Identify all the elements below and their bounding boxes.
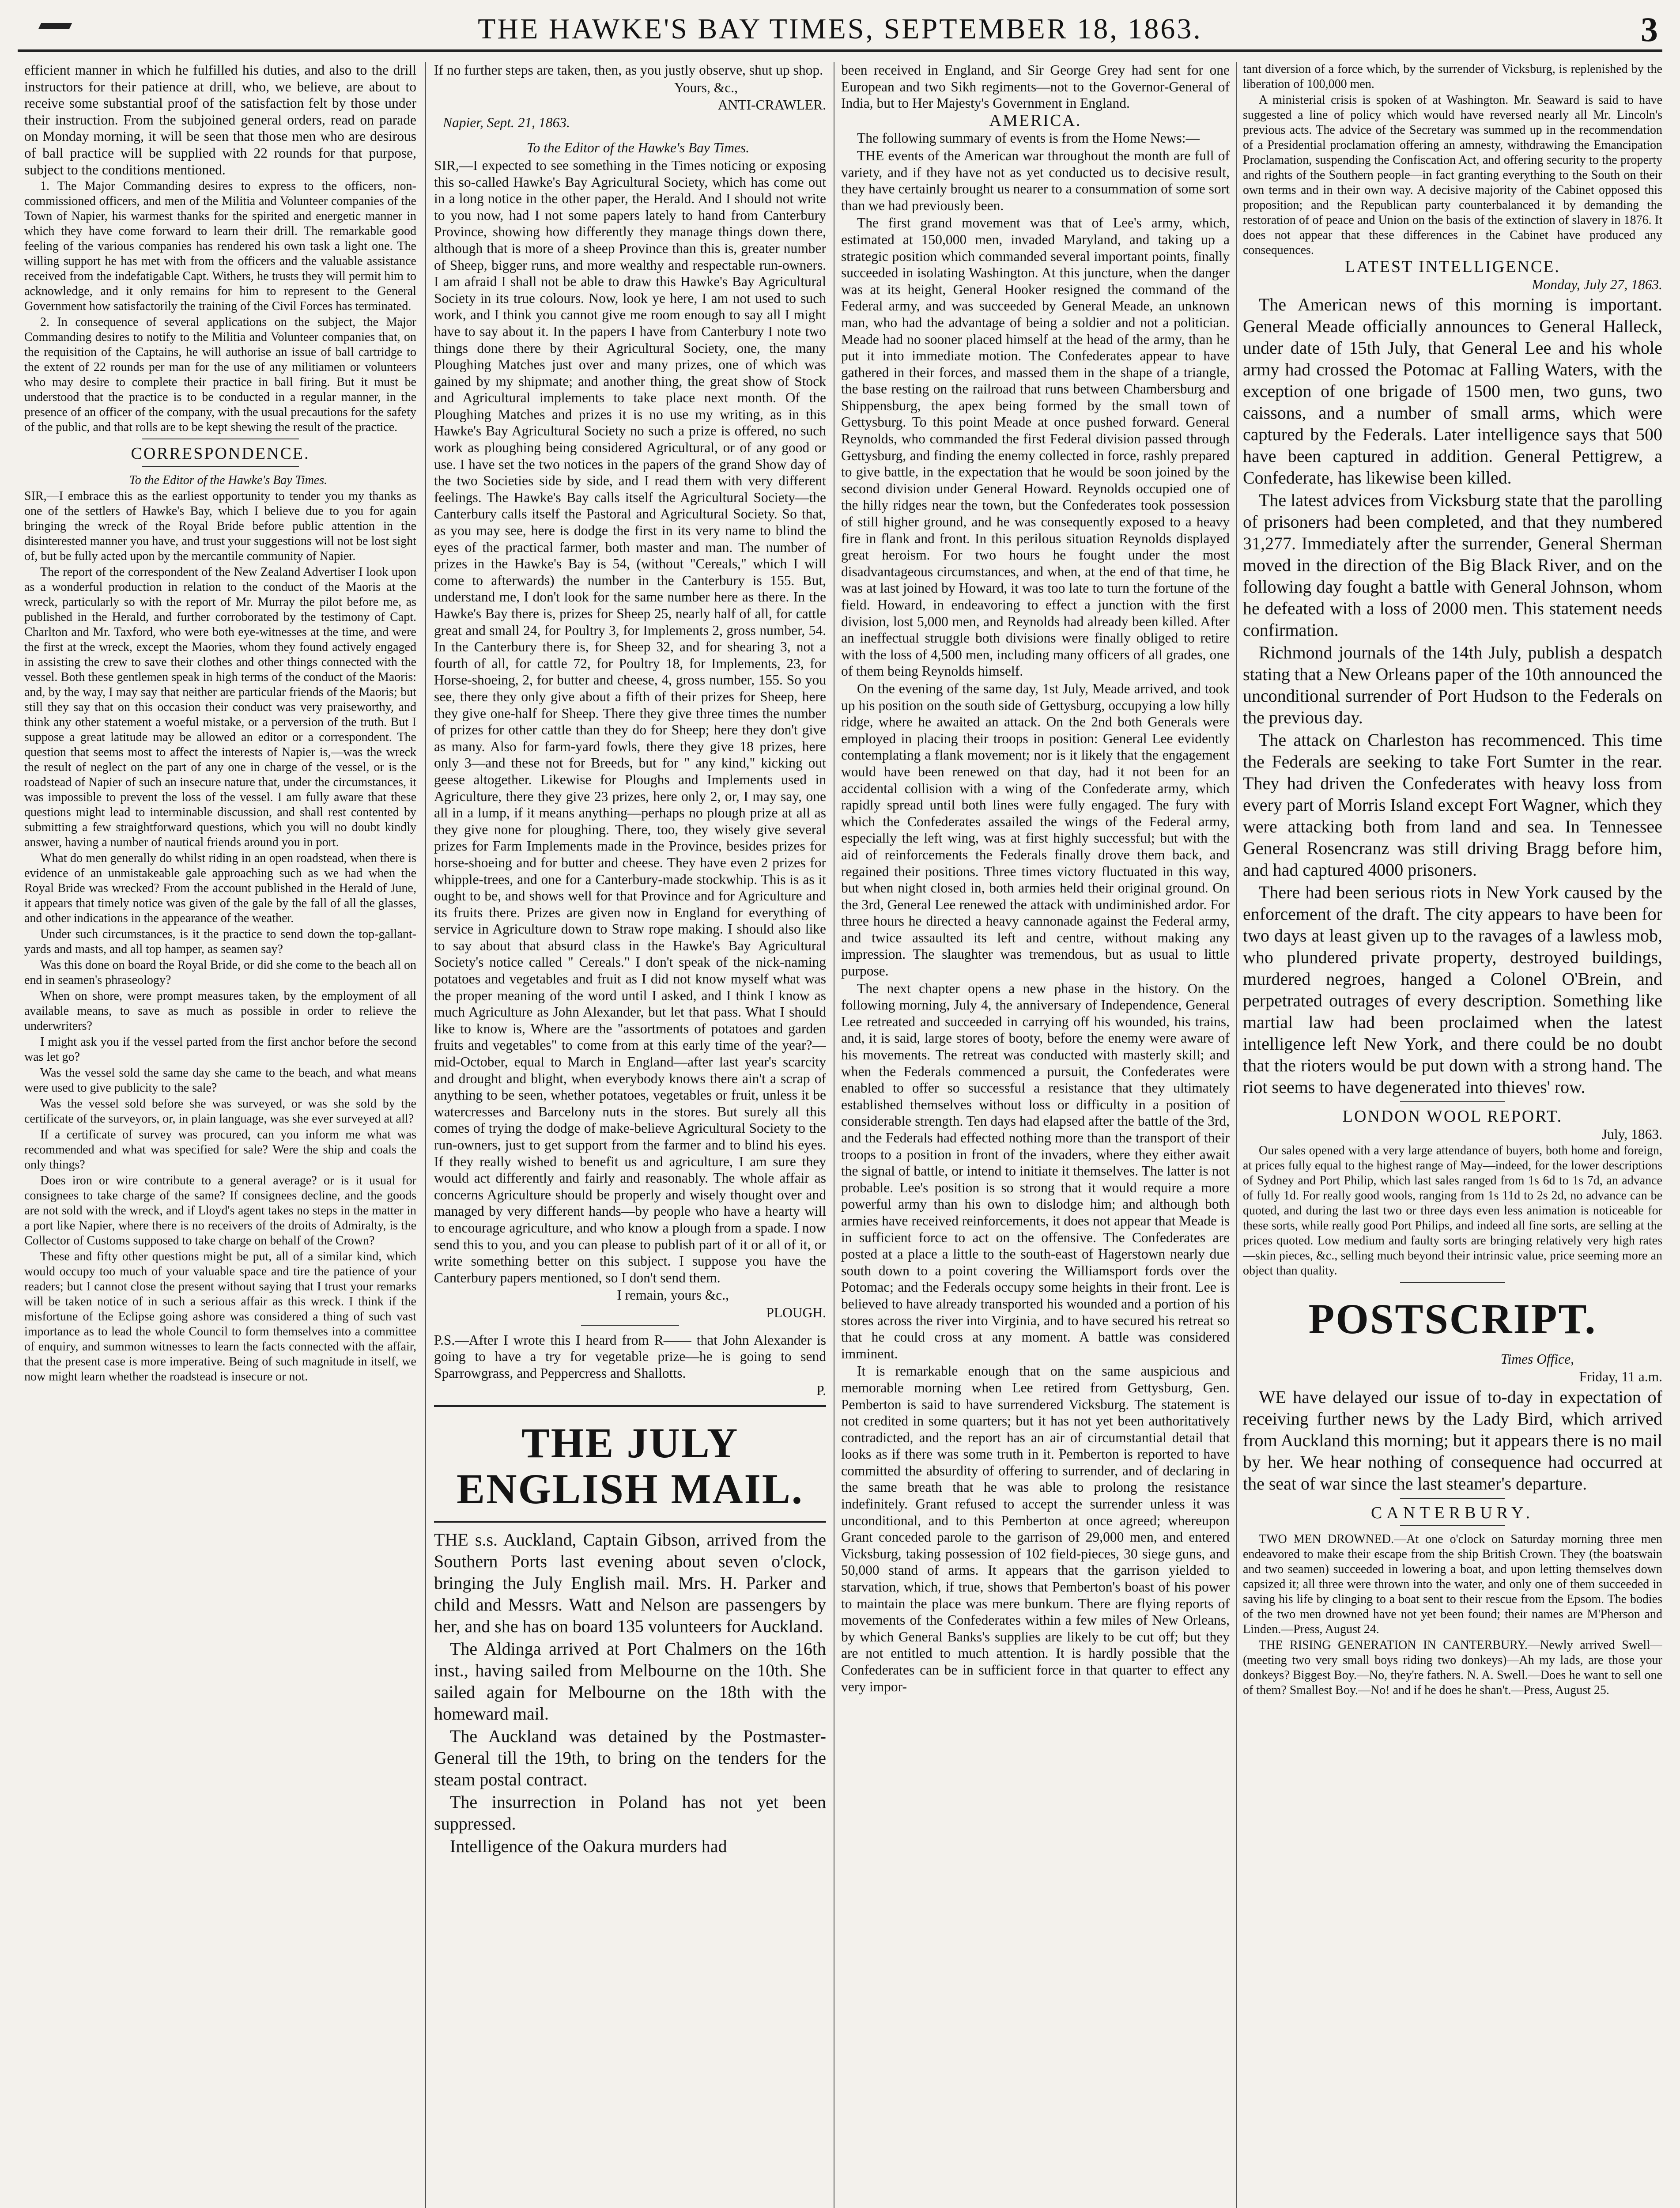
letter-paragraph: Does iron or wire contribute to a general average? or is it usual for consignees to take charge of the same? If consignees decline, and the goods are not sold with the wreck, and if Lloyd's agent takes no steps in the matter in a port like Napier, where there is no receivers of the droits of Admiralty, is the Collector of Customs supposed to take charge on behalf of the Crown? <box>24 1173 416 1248</box>
letter-place-date: Napier, Sept. 21, 1863. <box>443 114 570 130</box>
letter-paragraph: Was the vessel sold the same day she came to the beach, and what means were used to give publicity to the sale? <box>24 1066 416 1095</box>
article-paragraph: tant diversion of a force which, by the surrender of Vicksburg, is replenished by the liberation of 100,000 men. <box>1243 62 1662 91</box>
letter-paragraph: Was the vessel sold before she was surveyed, or was she sold by the certificate of the surveyors, or, in plain language, was she ever surveyed at all? <box>24 1096 416 1126</box>
divider <box>142 466 298 467</box>
article-paragraph: The first grand movement was that of Lee's army, which, estimated at 150,000 men, invaded Maryland, and taking up a strategic position which commanded several important points, finally succeeded in isolating Washington. At this juncture, when the danger was at its height, General Hooker resigned the command of the Federal army, and was succeeded by General Meade, an unknown man, who had the advantage of being a soldier and not a politician. Meade had no sooner placed himself at the head of the army, than he put it into immediate motion. The Confederates appear to have gathered in their forces, and massed them in the shape of a triangle, the base resting on the railroad that runs between Chambersburg and Shippensburg, the apex being formed by the small town of Gettysburg. To this point Meade at once pushed forward. General Reynolds, who commanded the first Federal division passed through Gettysburg, and finding the enemy collected in force, rashly prepared to give battle, in the expectation that he would be soon joined by the second division under General Howard. Reynolds occupied one of the hilly ridges near the town, but the Confederates took possession of still higher ground, and he was consequently exposed to a heavy fire in flank and front. In this perilous situation Reynolds displayed great heroism. For two hours he fought under the most disadvantageous circumstances, and when, at the end of that time, he was at last joined by Howard, it was too late to turn the fortune of the field. Howard, in endeavoring to effect a junction with the first division, lost 5,000 men, and Reynolds had already been killed. After an ineffectual struggle both divisions were finally obliged to retire with the loss of 4,500 men, including many officers of all grades, one of them being Reynolds himself. <box>841 215 1230 679</box>
article-paragraph: The Auckland was detained by the Postmaster-General till the 19th, to bring on the tenders for the steam postal contract. <box>434 1726 826 1789</box>
article-paragraph: The insurrection in Poland has not yet been suppressed. <box>434 1792 826 1834</box>
correspondence-heading: CORRESPONDENCE. <box>131 444 310 463</box>
letter-paragraph: SIR,—I expected to see something in the Times noticing or exposing this so-called Hawke's Bay Agricultural Society, which has come out in a long notice in the other paper, the Herald. And I should not write to you now, had I not some papers lately to hand from Canterbury Province, showing how differently they manage things down there, although that is more of a sheep Province than this is, greater number of Sheep, bigger runs, and more wealthy and respectable run-owners. I am afraid I shall not be able to draw this Hawke's Bay Agricultural Society in its true colours. Now, look ye here, I am not used to such work, and I think you cannot give me room enough to say all I might have to say about it. In the papers I have from Canterbury I note two things done there by their Agricultural Society, one, the many Ploughing Matches just over and many prizes, one of which was gained by my shipmate; and another thing, the great show of Stock and Agricultural implements to take place next month. Of the Ploughing Matches and prizes it is no use my writing, as in this Hawke's Bay Agricultural Society no such a prize is offered, no such work as ploughing being considered Agricultural, or of any good or use. I have set the two notices in the papers of the grand Show day of the two Societies side by side, and I read them with very different feelings. The Hawke's Bay calls itself the Agricultural Society—the Canterbury calls itself the Pastoral and Agricultural Society. So that, as you may see, here is dodge the first in its very name to blind the eyes of the practical farmer, both master and man. The number of prizes in the Hawke's Bay is 54, (without "Cereals," which I will come to afterwards) the number in the Canterbury is 155. But, understand me, I don't look for the same number here as there. In the Hawke's Bay there is, prizes for Sheep 25, nearly half of all, for cattle great and small 24, for Poultry 3, for Implements 2, gross number, 54. In the Canterbury there is, for Sheep 32, and for shearing 3, not a fourth of all, for cattle 72, for Poultry 18, for Implements, 23, for Horse-shoeing, 2, for butter and cheese, 4, gross number, 155. So you see, there they only give about a fifth of their prizes for Sheep, here they give one-half for Sheep. There they give three times the number of prizes for other cattle than they do for Sheep; here they don't give as many. Also for farm-yard fowls, there they give 18 prizes, here only 3—and these not for Breeds, but for " any kind," kicking out geese altogether. Likewise for Ploughs and Implements used in Agriculture, there they give 23 prizes, here only 2, or, I may say, one all in a lump, if it means anything—perhaps no plough prize at all as they give none for ploughing. There, too, they wisely give several prizes for Farm Implements made in the Province, besides prizes for horse-shoeing and for butter and cheese. They have even 2 prizes for whipple-trees, and one for a Canterbury-made stockwhip. This is as it ought to be, and shows well for that Province and for Agriculture and its fruits there. Prizes are given now in England for everything of service in Agriculture down to Straw rope making. I should also like to say about that absurd class in the Hawke's Bay Agricultural Society's notice called " Cereals." I don't speak of the nick-naming potatoes and vegetables and fruit as I did not know myself what was the proper meaning of the word until I asked, and I think I know as much Agriculture as John Alexander, but let that pass. What I should like to know is, Where are the "assortments of potatoes and garden fruits and vegetables" to come from at this early time of the year?—mid-October, equal to March in England—after last year's scarcity and drought and blight, when everybody knows there ain't a scrap of anything to be seen, whether potatoes, vegetables or fruit, unless it be watercresses and Barcelony nuts in the stores. But surely all this comes of trying the dodge of make-believe Agricultural Society to the run-owners, just to get support from the farmer and to blind his eyes. If they really wished to benefit us and agriculture, I am sure they would act differently and fairly and reasonably. The whole affair as concerns Agriculture should be properly and wisely thought over and managed by very different hands—by people who have a hearty will to encourage agriculture, and who know a plough from a spade. I now send this to you, and you can please to publish part of it or all of it, or write something better on this subject. I suppose you have the Canterbury papers mentioned, so I don't send them. <box>434 157 826 1285</box>
article-paragraph: The American news of this morning is important. General Meade officially announces to General Halleck, under date of 15th July, that General Lee and his whole army had crossed the Potomac at Falling Waters, with the exception of one brigade of 1500 men, two guns, two caissons, and a number of small arms, which were captured by the Federals. Later intelligence says that 500 have been captured in addition. General Pettigrew, a Confederate, has likewise been killed. <box>1243 295 1662 488</box>
america-heading: AMERICA. <box>989 111 1082 130</box>
masthead <box>18 10 1662 52</box>
letter-paragraph: The report of the correspondent of the New Zealand Advertiser I look upon as a wonderful production in relation to the conduct of the Maoris at the wreck, particularly so with the report of Mr. Murray the pilot before me, as published in the Herald, and further corroborated by the testimony of Capt. Charlton and Mr. Taxford, who were both eye-witnesses at the time, and were the first at the wreck, except the Maories, whom they found actively engaged in assisting the crew to save their clothes and other things connected with the vessel. Both these gentlemen speak in high terms of the conduct of the Maoris: and, by the way, I may say that neither are particular friends of the Maoris; but still they say that on this occasion their conduct was very praiseworthy, and think any other statement a woeful mistake, or a perversion of the truth. But I suppose a great latitude may be allowed an editor or a correspondent. The question that seems most to affect the interests of Napier is,—was the wreck the result of neglect on the part of any one in charge of the vessel, or is the roadstead of Napier of such an insecure nature that, under the circumstances, it was impossible to prevent the loss of the vessel. I am fully aware that these questions might lead to interminable discussion, and shall rest contented by submitting a few straightforward questions, which you will no doubt kindly answer, having a number of nautical friends around you in port. <box>24 565 416 849</box>
divider <box>1400 1525 1505 1526</box>
postscript-heading: POSTSCRIPT. <box>1308 1295 1597 1343</box>
letter-paragraph: If no further steps are taken, then, as you justly observe, shut up shop. <box>434 62 823 78</box>
column-4 <box>1243 62 1662 2208</box>
postscript-paragraph: P.S.—After I wrote this I heard from R—— that John Alexander is going to have a try for vegetable prize—he is going to send Sparrowgrass, and Peppercress and Shallotts. <box>434 1332 826 1381</box>
column-3 <box>841 62 1230 2208</box>
article-paragraph: Intelligence of the Oakura murders had <box>450 1836 727 1856</box>
letter-paragraph: When on shore, were prompt measures taken, by the employment of all available means, to save as much as possible in order to relieve the underwriters? <box>24 989 416 1033</box>
letter-paragraph: I might ask you if the vessel parted from the first anchor before the second was let go? <box>24 1035 416 1064</box>
article-paragraph: efficient manner in which he fulfilled his duties, and also to the drill instructors for their patience at drill, who, we believe, are about to receive some substantial proof of the satisfaction felt by those under their instruction. From the subjoined general orders, read on parade on Monday morning, it will be seen that those men who are desirous of ball practice will be supplied with 22 rounds for that purpose, subject to the conditions mentioned. <box>24 62 416 178</box>
article-paragraph: The Aldinga arrived at Port Chalmers on the 16th inst., having sailed from Melbourne on the 10th. She sailed again for Melbourne on the 18th with the homeward mail. <box>434 1638 826 1724</box>
article-paragraph: Richmond journals of the 14th July, publish a despatch stating that a New Orleans paper of the 10th announced the unconditional surrender of Port Hudson to the Federals on the previous day. <box>1243 643 1662 728</box>
letter-salutation-heading: To the Editor of the Hawke's Bay Times. <box>129 473 328 487</box>
divider <box>434 1405 826 1407</box>
article-paragraph: The attack on Charleston has recommenced. This time the Federals are seeking to take Fort Sumter in the rear. They had driven the Confederates with heavy loss from every part of Morris Island except Fort Wagner, which they were attacking both from land and sea. In Tennessee General Rosencranz was still driving Bragg before him, and had captured 4000 prisoners. <box>1243 730 1662 880</box>
general-order-1: 1. The Major Commanding desires to express to the officers, non-commissioned officers, and men of the Militia and Volunteer companies of the Town of Napier, his warmest thanks for the spirited and energetic manner in which they have come forward to learn their drill. The remarkable good feeling of the various companies has rendered his own task a light one. The willing support he has met with from the officers and the valuable assistance received from the indefatigable Capt. Withers, he trusts they will permit him to acknowledge, and it only remains for him to represent to the General Government how satisfactorily the training of the Civil Forces has terminated. <box>24 179 416 314</box>
letter-salutation-heading: To the Editor of the Hawke's Bay Times. <box>526 140 750 156</box>
article-paragraph: On the evening of the same day, 1st July, Meade arrived, and took up his position on the south side of Gettysburg, occupying a low hilly ridge, where he awaited an attack. On the 2nd both Generals were employed in placing their troops in position: General Lee evidently contemplating a flank movement; nor is it likely that the engagement would have been renewed on that day, had it not been for an accidental collision with a wing of the Confederate army, which rapidly spread until both lines were fully engaged. The fury with which the Confederates assailed the wings of the Federal army, especially the left wing, was at first highly successful; but with the aid of reinforcements the Federals finally drove them back, and regained their positions. Three times victory fluctuated in this way, but when night closed in, both armies held their original ground. On the 3rd, General Lee renewed the attack with undiminished ardor. For three hours he directed a heavy cannonade against the Federal army, and twice assaulted its left and centre, without making any impression. The slaughter was tremendous, but as usual to little purpose. <box>841 681 1230 979</box>
article-paragraph: THE RISING GENERATION IN CANTERBURY.—Newly arrived Swell—(meeting two very small boys riding two donkeys)—Ah my lads, are those your donkeys? Biggest Boy.—No, they're fathers. N. A. Swell.—Does he want to sell one of them? Smallest Boy.—No! and if he does he shan't.—Press, August 25. <box>1243 1638 1662 1698</box>
letter-closing: I remain, yours &c., <box>617 1287 729 1303</box>
article-paragraph: THE s.s. Auckland, Captain Gibson, arrived from the Southern Ports last evening about seven o'clock, bringing the July English mail. Mrs. H. Parker and child and Messrs. Watt and Nelson are passengers by her, and she has on board 135 volunteers for Auckland. <box>434 1529 826 1636</box>
article-paragraph: THE events of the American war throughout the month are full of variety, and if they have not as yet conducted us to decisive result, they have certainly brought us nearer to a consummation of some sort than we had previously been. <box>841 147 1230 213</box>
letter-paragraph: SIR,—I embrace this as the earliest opportunity to tender you my thanks as one of the settlers of Hawke's Bay, which I believe due to you for again bringing the wreck of the Royal Bride before public attention in the disinterested manner you have, and trust your suggestions will not be lost sight of, but be fully acted upon by the mercantile community of Napier. <box>24 489 416 563</box>
letter-paragraph: Under such circumstances, is it the practice to send down the top-gallant-yards and masts, and all top hamper, as seamen say? <box>24 927 416 956</box>
article-paragraph: A ministerial crisis is spoken of at Washington. Mr. Seaward is said to have suggested a line of policy which would have reversed nearly all Mr. Lincoln's previous acts. The advice of the Secretary was summed up in the recommendation of a Presidential proclamation offering an amnesty, withdrawing the Emancipation Proclamation, suspending the Confiscation Act, and offering security to the property and rights of the Southern people—in fact granting everything to the South on their own terms and in their own way. A decisive majority of the Cabinet opposed this proposition; and the Republican party counterbalanced it by demanding the restoration of of peace and Union on the basis of the extinction of slavery in 1876. It does not appear that these differences in the Cabinet have produced any consequences. <box>1243 93 1662 257</box>
letter-paragraph: Was this done on board the Royal Bride, or did she come to the beach all on end in seamen's phraseology? <box>24 958 416 987</box>
divider <box>1400 1498 1505 1499</box>
letter-signature: ANTI-CRAWLER. <box>717 97 826 113</box>
article-paragraph: TWO MEN DROWNED.—At one o'clock on Saturday morning three men endeavored to make their escape from the ship British Crown. They (the boatswain and two seamen) succeeded in lowering a boat, and upon letting themselves down capsized it; all three were thrown into the water, and only one of them succeeded in saving his life by clinging to a boat sent to their rescue from the Epsom. The bodies of the two men drowned have not yet been found; their names are M'Pherson and Linden.—Press, August 24. <box>1243 1532 1662 1637</box>
article-paragraph: There had been serious riots in New York caused by the enforcement of the draft. The city appears to have been for two days at least given up to the ravages of a lawless mob, who plundered private property, destroyed buildings, murdered negroes, hanged a Colonel O'Brein, and perpetrated outrages of every description. Something like martial law had been proclaimed when the latest intelligence left New York, and there could be no doubt that the rioters would be put down with a strong hand. The riot seems to have degenerated into thieves' row. <box>1243 882 1662 1097</box>
dateline: July, 1863. <box>1601 1126 1662 1142</box>
postscript-signature: P. <box>816 1383 826 1399</box>
column-rule <box>425 62 426 2208</box>
letter-paragraph: What do men generally do whilst riding in an open roadstead, when there is evidence of an unmistakeable gale approaching such as we had when the Royal Bride was wrecked? From the account published in the Herald of June, it appears that timely notice was given of the gale by the fall of all the glasses, and other indications in the appearance of the weather. <box>24 851 416 925</box>
article-paragraph: The following summary of events is from the Home News:— <box>857 130 1200 146</box>
article-paragraph: Our sales opened with a very large attendance of buyers, both home and foreign, at prices fully equal to the highest range of May—indeed, for the lower descriptions of Sydney and Port Philip, which last sales ranged from 1s 6d to 1s 7d, an advance of fully 1d. For really good wools, ranging from 1s 11d to 2s 2d, no advance can be quoted, and during the last two or three days even less animation is noticeable for these sorts, while really good Port Philips, and indeed all fine sorts, are selling at the prices quoted. Low medium and faulty sorts are bringing relatively very high rates—skin pieces, &c., selling much beyond their intrinsic value, price seeming more an object than quality. <box>1243 1144 1662 1278</box>
divider <box>1400 1101 1505 1102</box>
article-paragraph: The latest advices from Vicksburg state that the parolling of prisoners had been completed, and that they numbered 31,277. Immediately after the surrender, General Sherman moved in the direction of the Big Black River, and on the following day fought a battle with General Johnson, whom he defeated with a loss of 2000 men. This statement needs confirmation. <box>1243 490 1662 640</box>
divider <box>581 1325 679 1326</box>
divider <box>1400 1282 1505 1283</box>
letter-paragraph: If a certificate of survey was procured, can you inform me what was recommended and what was specified for sale? Were the ship and coals the only things? <box>24 1127 416 1172</box>
column-2 <box>434 62 826 2208</box>
postscript-time: Friday, 11 a.m. <box>1579 1369 1662 1384</box>
latest-intelligence-heading: LATEST INTELLIGENCE. <box>1345 257 1560 276</box>
postscript-office: Times Office, <box>1500 1351 1574 1367</box>
page-number: 3 <box>1641 10 1658 49</box>
letter-closing: Yours, &c., <box>674 79 738 95</box>
dateline: Monday, July 27, 1863. <box>1532 276 1662 292</box>
letter-signature: PLOUGH. <box>766 1304 826 1320</box>
english-mail-heading: THE JULY ENGLISH MAIL. <box>457 1419 804 1512</box>
article-paragraph: It is remarkable enough that on the same auspicious and memorable morning when Lee retired from Gettysburg, Gen. Pemberton is said to have surrendered Vicksburg. The statement is not credited in some quarters; but it has not yet been authoritatively contradicted, and the report has an air of circumstantial detail that looks as if there was some truth in it. Pemberton is reported to have committed the absurdity of offering to surrender, and of declaring in the same breath that he was able to prolong the resistance indefinitely. Grant refused to accept the surrender unless it was unconditional, and to this Pemberton at once agreed; whereupon Grant conceded parole to the garrison of 29,000 men, and entered Vicksburg, taking possession of 102 field-pieces, 30 siege guns, and 50,000 stand of arms. It appears that the garrison yielded to starvation, which, if true, shows that Pemberton's boast of his power to maintain the place was mere bunkum. There are flying reports of movements of the Confederates within a few miles of New Orleans, by which General Banks's supplies are likely to be cut off; but they are not entitled to much attention. It is hardly possible that the Confederates can be in sufficient force in that quarter to effect any very impor- <box>841 1363 1230 1694</box>
canterbury-heading: CANTERBURY. <box>1370 1503 1535 1522</box>
letter-paragraph: These and fifty other questions might be put, all of a similar kind, which would occupy too much of your valuable space and tire the patience of your readers; but I cannot close the present without saying that I trust your remarks will be taken notice of in such a serious affair as this wreck. I think if the misfortune of the Eclipse going ashore was considered a thing of such vast importance as to lead the whole Council to form themselves into a committee of enquiry, and summon witnesses to learn the facts connected with the affair, that the present case is more imperative. Being of such magnitude in itself, we now might learn whether the roadstead is insecure or not. <box>24 1249 416 1384</box>
column-rule <box>1236 62 1237 2208</box>
article-paragraph: The next chapter opens a new phase in the history. On the following morning, July 4, the anniversary of Independence, General Lee retreated and succeeded in carrying off his wounded, his trains, and, it is said, large stores of booty, before the enemy were aware of his movements. The retreat was conducted with masterly skill; and when the Federals commenced a pursuit, the Confederates were enabled to offer so successful a resistance that they ultimately established themselves without loss or difficulty in a position of considerable strength. Ten days had elapsed after the battle of the 3rd, and the Federals had effected nothing more than the transport of their troops to a position in front of the invaders, where they either await the signal of battle, or intend to initiate it themselves. The latter is not probable. Lee's position is so strong that it would require a more powerful army than his own to dislodge him; and although both armies have received reinforcements, it does not appear that Meade is in sufficient force to act on the offensive. The Confederates are posted at a place a little to the south-east of Hagerstown nearly due south down to a point covering the Williamsport fords over the Potomac; and the Federals occupy some heights in their front. Lee is believed to have already transported his wounded and a portion of his stores across the river into Virginia, and to have secured his retreat so that he could cross at any moment. A battle was considered imminent. <box>841 980 1230 1361</box>
divider <box>434 1521 826 1523</box>
newspaper-title: THE HAWKE'S BAY TIMES, SEPTEMBER 18, 1863. <box>478 13 1202 45</box>
general-order-2: 2. In consequence of several applications on the subject, the Major Commanding desires to notify to the Militia and Volunteer companies that, on the requisition of the Captains, he will authorise an issue of ball cartridge to the extent of 22 rounds per man for the use of any militiamen or volunteers who may desire to complete their practice in ball firing. But it must be understood that the practice is to be conducted in a regular manner, in the presence of an officer of the company, with the usual precautions for the safety of the public, and that rolls are to be kept shewing the result of the practice. <box>24 315 416 435</box>
article-paragraph: WE have delayed our issue of to-day in expectation of receiving further news by the Lady Bird, which arrived from Auckland this morning; but it appears there is no mail by her. We hear nothing of consequence had occurred at the seat of war since the last steamer's departure. <box>1243 1387 1662 1493</box>
wool-report-heading: LONDON WOOL REPORT. <box>1342 1107 1563 1126</box>
article-paragraph: been received in England, and Sir George Grey had sent for one European and two Sikh regiments—not to the Governor-General of India, but to Her Majesty's Government in England. <box>841 62 1230 111</box>
column-1 <box>24 62 416 2208</box>
